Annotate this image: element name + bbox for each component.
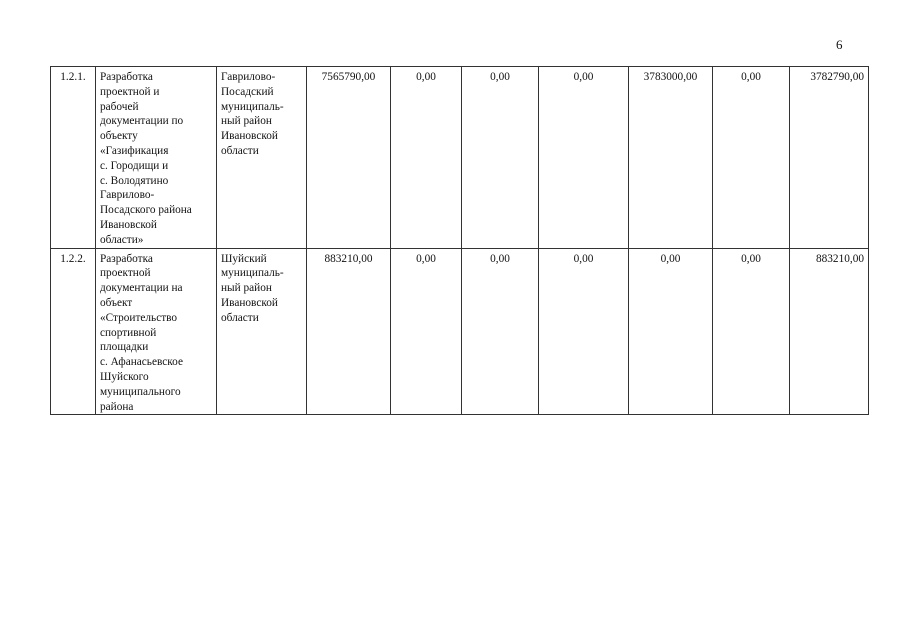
amount-col-6: 0,00	[713, 248, 790, 415]
amount-col-4: 0,00	[539, 67, 629, 249]
amount-col-4: 0,00	[539, 248, 629, 415]
amount-total: 883210,00	[307, 248, 391, 415]
amount-total: 7565790,00	[307, 67, 391, 249]
row-number: 1.2.1.	[51, 67, 96, 249]
funding-table	[50, 66, 869, 415]
table-row	[51, 248, 869, 415]
amount-col-7: 883210,00	[790, 248, 869, 415]
project-name: Разработка проектной документации на объект «Строительство спортивной площадки с. Афанасьевское Шуйского муниципального района	[96, 248, 217, 415]
page-number: 6	[836, 37, 843, 52]
district-name: Гаврилово- Посадский муниципаль- ный район Ивановской области	[217, 67, 307, 249]
amount-col-2: 0,00	[391, 67, 462, 249]
amount-col-5: 3783000,00	[629, 67, 713, 249]
table-row	[51, 67, 869, 249]
amount-col-2: 0,00	[391, 248, 462, 415]
amount-col-7: 3782790,00	[790, 67, 869, 249]
amount-col-6: 0,00	[713, 67, 790, 249]
project-name: Разработка проектной и рабочей документации по объекту «Газификация с. Городищи и с. Володятино Гаврилово- Посадского района Ивановской области»	[96, 67, 217, 249]
amount-col-3: 0,00	[462, 248, 539, 415]
amount-col-3: 0,00	[462, 67, 539, 249]
row-number: 1.2.2.	[51, 248, 96, 415]
amount-col-5: 0,00	[629, 248, 713, 415]
district-name: Шуйский муниципаль- ный район Ивановской области	[217, 248, 307, 415]
